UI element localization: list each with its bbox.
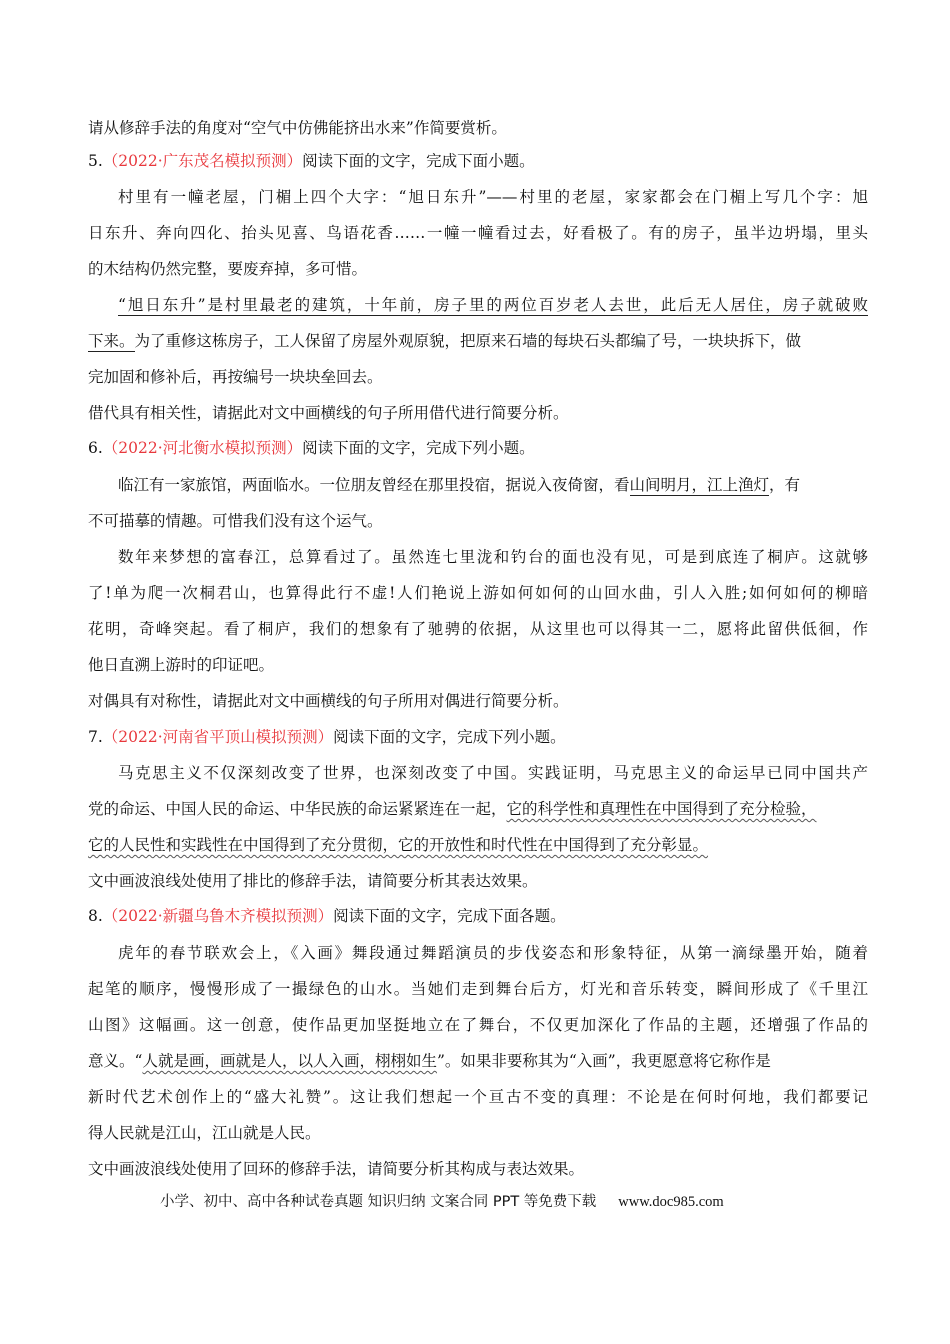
q8-wavy-phrase: 人就是画，画就是人，以人入画，栩栩如生 xyxy=(142,1052,437,1070)
q7-header xyxy=(88,726,868,748)
page-footer xyxy=(160,1192,800,1212)
q7-passage-line: 马克思主义不仅深刻改变了世界，也深刻改变了中国。实践证明，马克思主义的命运早已同中国共产 xyxy=(118,764,868,782)
q5-underlined-sentence: “旭日东升”是村里最老的建筑，十年前，房子里的两位百岁老人去世，此后无人居住，房子就破败 xyxy=(118,296,868,314)
q8-passage-line xyxy=(88,1050,868,1072)
q5-passage-line-underlined xyxy=(118,294,868,316)
q8-header xyxy=(88,905,868,927)
q5-passage-line: 村里有一幢老屋，门楣上四个大字：“旭日东升”——村里的老屋，家家都会在门楣上写几个字：旭 xyxy=(118,188,868,206)
q8-passage-line: 起笔的顺序，慢慢形成了一撮绿色的山水。当她们走到舞台后方，灯光和音乐转变，瞬间形成了《千里江 xyxy=(88,980,868,998)
q6-passage-line: 花明，奇峰突起。看了桐庐，我们的想象有了驰骋的依据，从这里也可以得其一二，愿将此留供低徊，作 xyxy=(88,620,868,638)
q6-passage-line xyxy=(118,474,868,496)
q6-passage-text: 临江有一家旅馆，两面临水。一位朋友曾经在那里投宿，据说入夜倚窗，看 xyxy=(118,476,630,494)
q5-header xyxy=(88,150,868,172)
q5-passage-line: 完加固和修补后，再按编号一块块垒回去。 xyxy=(88,368,383,386)
q6-passage-line: 不可描摹的情趣。可惜我们没有这个运气。 xyxy=(88,512,383,530)
footer-text: 小学、初中、高中各种试卷真题 知识归纳 文案合同 PPT 等免费下载 xyxy=(160,1194,597,1210)
q8-passage-line: 新时代艺术创作上的“盛大礼赞”。这让我们想起一个亘古不变的真理：不论是在何时何地，我们都要记 xyxy=(88,1088,868,1106)
q7-passage-line xyxy=(88,798,868,820)
q5-passage-line: 的木结构仍然完整，要废弃掉，多可惜。 xyxy=(88,260,368,278)
q5-prompt: 阅读下面的文字，完成下面小题。 xyxy=(302,152,535,170)
q7-number: 7. xyxy=(88,728,103,746)
q7-wavy-phrase: 它的科学性和真理性在中国得到了充分检验， xyxy=(506,800,817,818)
q7-prompt: 阅读下面的文字，完成下列小题。 xyxy=(333,728,566,746)
q8-prompt: 阅读下面的文字，完成下面各题。 xyxy=(333,907,566,925)
q5-passage-line: 日东升、奔向四化、抬头见喜、鸟语花香……一幢一幢看过去，好看极了。有的房子，虽半边坍塌，里头 xyxy=(88,224,868,242)
q8-number: 8. xyxy=(88,907,103,925)
q7-passage-line xyxy=(88,834,868,856)
q8-question: 文中画波浪线处使用了回环的修辞手法，请简要分析其构成与表达效果。 xyxy=(88,1160,585,1178)
q6-header xyxy=(88,437,868,459)
q7-passage-text: 党的命运、中国人民的命运、中华民族的命运紧紧连在一起， xyxy=(88,800,507,818)
q6-prompt: 阅读下面的文字，完成下列小题。 xyxy=(302,439,535,457)
q6-question: 对偶具有对称性，请据此对文中画横线的句子所用对偶进行简要分析。 xyxy=(88,692,569,710)
q6-number: 6. xyxy=(88,439,103,457)
q6-passage-line: 数年来梦想的富春江，总算看过了。虽然连七里泷和钓台的面也没有见，可是到底连了桐庐。这就够 xyxy=(118,548,868,566)
q7-wavy-phrase: 它的人民性和实践性在中国得到了充分贯彻，它的开放性和时代性在中国得到了充分彰显。 xyxy=(88,836,709,854)
q8-passage-line: 得人民就是江山，江山就是人民。 xyxy=(88,1124,321,1142)
q5-number: 5. xyxy=(88,152,103,170)
q6-underlined-phrase: 山间明月，江上渔灯 xyxy=(629,476,770,494)
q8-source-tag: （2022·新疆乌鲁木齐模拟预测） xyxy=(102,907,334,925)
q7-question: 文中画波浪线处使用了排比的修辞手法，请简要分析其表达效果。 xyxy=(88,872,538,890)
q8-passage-text: ”。如果非要称其为“入画”，我更愿意将它称作是 xyxy=(436,1052,771,1070)
footer-url-link[interactable]: www.doc985.com xyxy=(618,1194,724,1210)
q7-source-tag: （2022·河南省平顶山模拟预测） xyxy=(102,728,334,746)
intro-question: 请从修辞手法的角度对“空气中仿佛能挤出水来”作简要赏析。 xyxy=(88,119,507,137)
q8-passage-line: 虎年的春节联欢会上，《入画》舞段通过舞蹈演员的步伐姿态和形象特征，从第一滴绿墨开始，随着 xyxy=(118,944,868,962)
q5-question: 借代具有相关性，请据此对文中画横线的句子所用借代进行简要分析。 xyxy=(88,404,569,422)
q6-passage-text: ，有 xyxy=(769,476,801,494)
q8-passage-text: 意义。“ xyxy=(88,1052,143,1070)
q6-passage-line: 他日直溯上游时的印证吧。 xyxy=(88,656,275,674)
q5-underlined-sentence-end: 下来。 xyxy=(88,332,135,350)
q8-passage-line: 山图》这幅画。这一创意，使作品更加坚挺地立在了舞台，不仅更加深化了作品的主题，还增强了作品的 xyxy=(88,1016,868,1034)
q6-source-tag: （2022·河北衡水模拟预测） xyxy=(102,439,303,457)
q5-passage-line xyxy=(88,330,868,352)
q5-passage-text: 为了重修这栋房子，工人保留了房屋外观原貌，把原来石墙的每块石头都编了号，一块块拆下，做 xyxy=(134,332,802,350)
q6-passage-line: 了!单为爬一次桐君山，也算得此行不虚!人们艳说上游如何如何的山回水曲，引人入胜;如何如何的柳暗 xyxy=(88,584,868,602)
q5-source-tag: （2022·广东茂名模拟预测） xyxy=(102,152,303,170)
